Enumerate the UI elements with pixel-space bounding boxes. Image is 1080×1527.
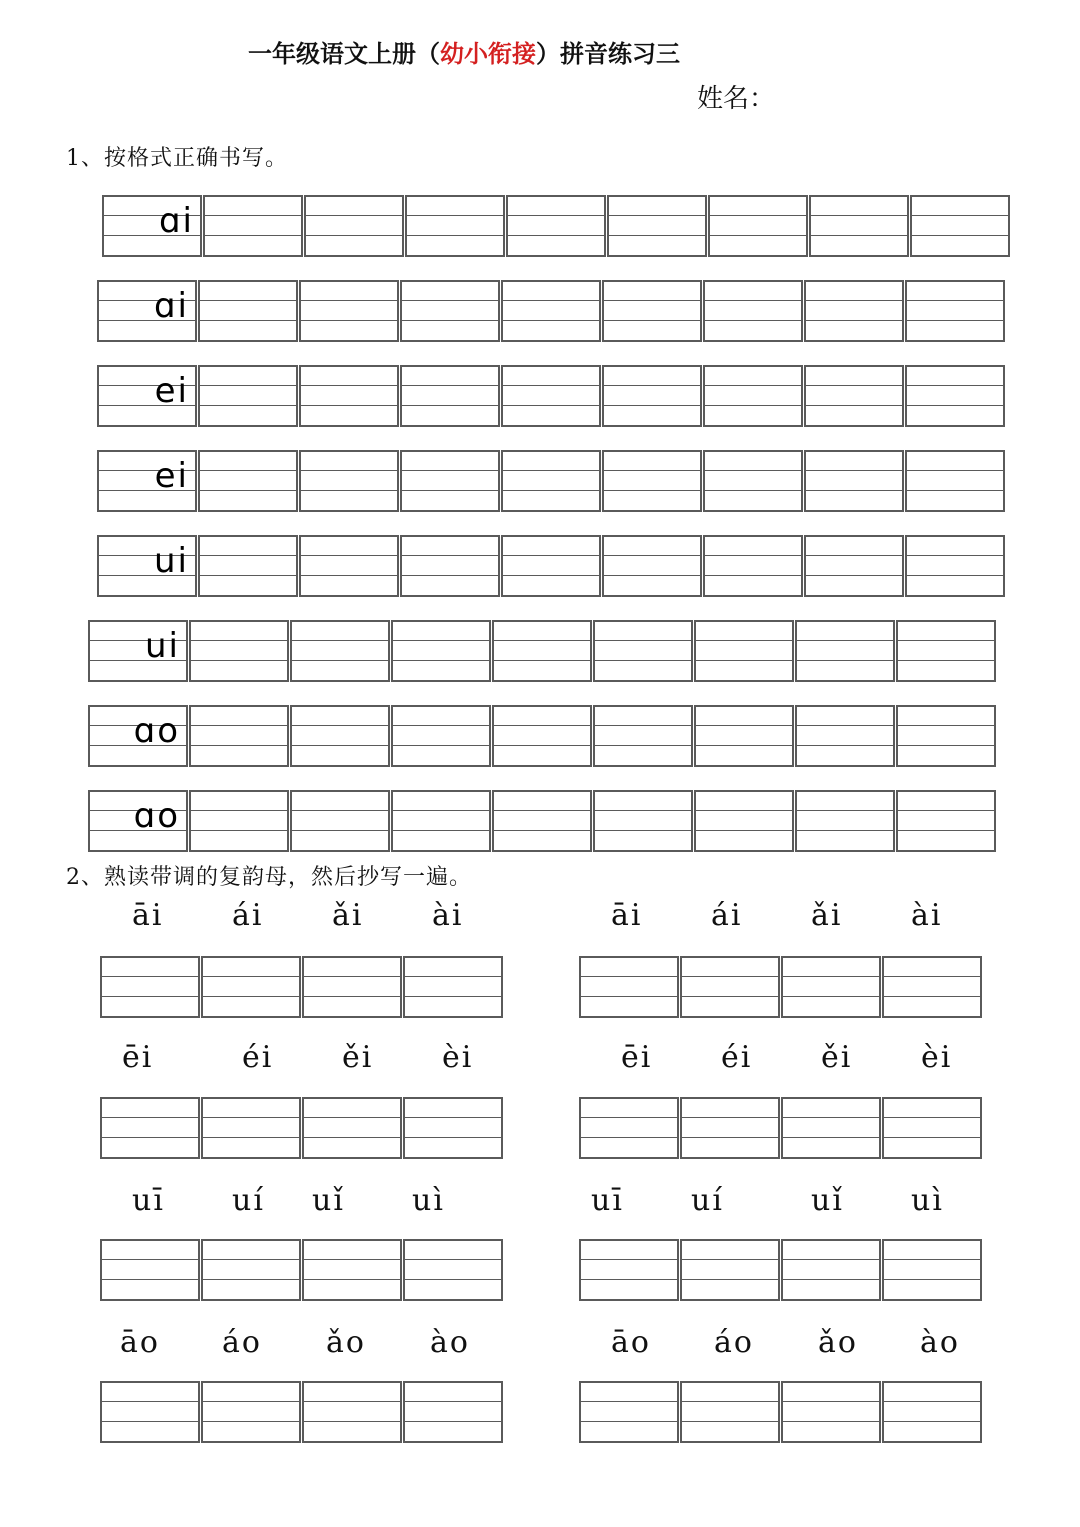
practice-cell[interactable] [304,195,404,257]
title-prefix: 一年级语文上册（ [248,40,440,68]
practice-cell[interactable] [703,365,803,427]
model-syllable: ei [154,371,189,411]
tone-syllable: āo [611,1325,651,1360]
tone-syllable: uǐ [811,1183,844,1218]
practice-cell[interactable] [299,365,399,427]
practice-cell[interactable] [501,450,601,512]
practice-cell[interactable] [804,450,904,512]
model-cell [88,620,188,682]
tone-practice-grid [100,956,504,1018]
practice-cell[interactable] [795,790,895,852]
tone-syllable: ǎo [818,1325,858,1360]
tone-syllable: ǎo [326,1325,366,1360]
tone-syllable: uǐ [312,1183,345,1218]
practice-cell[interactable] [680,1381,780,1443]
tone-practice-grid [579,1381,983,1443]
practice-cell[interactable] [882,1381,982,1443]
section1-heading: 1、按格式正确书写。 [66,146,288,171]
practice-cell[interactable] [189,790,289,852]
practice-cell[interactable] [781,1239,881,1301]
tone-syllable: uí [691,1183,724,1218]
practice-cell[interactable] [905,365,1005,427]
practice-cell[interactable] [795,620,895,682]
practice-cell[interactable] [405,195,505,257]
practice-cell[interactable] [703,280,803,342]
tone-syllable: ǎi [332,898,364,933]
practice-cell[interactable] [905,535,1005,597]
practice-cell[interactable] [781,956,881,1018]
practice-cell[interactable] [290,620,390,682]
practice-cell[interactable] [602,365,702,427]
practice-cell[interactable] [602,280,702,342]
model-syllable: ui [154,541,189,581]
practice-cell[interactable] [804,535,904,597]
practice-cell[interactable] [403,956,503,1018]
model-syllable: ui [145,626,180,666]
practice-cell[interactable] [400,450,500,512]
tone-syllable: éi [242,1040,274,1075]
page-title [248,34,680,69]
writing-grid-row [102,195,1011,257]
practice-cell[interactable] [607,195,707,257]
tone-syllable: áo [222,1325,262,1360]
practice-cell[interactable] [290,705,390,767]
practice-cell[interactable] [501,365,601,427]
practice-cell[interactable] [882,956,982,1018]
model-syllable: ei [154,456,189,496]
practice-cell[interactable] [896,620,996,682]
practice-cell[interactable] [602,450,702,512]
tone-syllable: ēi [122,1040,154,1075]
model-syllable: ɑo [133,796,180,836]
title-highlight: 幼小衔接 [440,40,536,68]
practice-cell[interactable] [403,1381,503,1443]
practice-cell[interactable] [403,1239,503,1301]
practice-cell[interactable] [593,705,693,767]
tone-practice-grid [100,1239,504,1301]
practice-cell[interactable] [593,790,693,852]
practice-cell[interactable] [203,195,303,257]
practice-cell[interactable] [680,1239,780,1301]
practice-cell[interactable] [403,1097,503,1159]
practice-cell[interactable] [198,450,298,512]
practice-cell[interactable] [290,790,390,852]
practice-cell[interactable] [302,956,402,1018]
practice-cell[interactable] [189,705,289,767]
tone-practice-grid [579,956,983,1018]
practice-cell[interactable] [593,620,693,682]
practice-cell[interactable] [703,535,803,597]
model-syllable: ɑi [153,286,189,326]
practice-cell[interactable] [579,1097,679,1159]
tone-syllable: āi [132,898,164,933]
tone-syllable: uī [591,1183,624,1218]
tone-syllable: uī [132,1183,165,1218]
writing-grid-row [88,705,997,767]
tone-syllable: ěi [821,1040,853,1075]
practice-cell[interactable] [189,620,289,682]
practice-cell[interactable] [391,705,491,767]
practice-cell[interactable] [694,705,794,767]
tone-syllable: uì [412,1183,445,1218]
model-cell [88,790,188,852]
tone-practice-grid [100,1097,504,1159]
practice-cell[interactable] [809,195,909,257]
writing-grid-row [97,365,1006,427]
practice-cell[interactable] [781,1097,881,1159]
practice-cell[interactable] [694,790,794,852]
practice-cell[interactable] [299,280,399,342]
tone-syllable: ào [430,1325,470,1360]
section2-heading: 2、熟读带调的复韵母，然后抄写一遍。 [66,865,472,890]
practice-cell[interactable] [198,535,298,597]
practice-cell[interactable] [795,705,895,767]
practice-cell[interactable] [201,1381,301,1443]
name-label: 姓名： [697,84,776,114]
tone-syllable: ào [920,1325,960,1360]
practice-cell[interactable] [201,1097,301,1159]
model-syllable: ɑi [158,201,194,241]
practice-cell[interactable] [391,620,491,682]
practice-cell[interactable] [100,956,200,1018]
tone-syllable: ài [432,898,464,933]
practice-cell[interactable] [694,620,794,682]
tone-syllable: èi [921,1040,953,1075]
practice-cell[interactable] [804,365,904,427]
tone-syllable: éi [721,1040,753,1075]
practice-cell[interactable] [400,365,500,427]
practice-cell[interactable] [680,1097,780,1159]
model-syllable: ɑo [133,711,180,751]
practice-cell[interactable] [400,280,500,342]
practice-cell[interactable] [896,790,996,852]
practice-cell[interactable] [781,1381,881,1443]
model-cell [97,365,197,427]
practice-cell[interactable] [501,535,601,597]
practice-cell[interactable] [708,195,808,257]
practice-cell[interactable] [201,1239,301,1301]
practice-cell[interactable] [492,705,592,767]
practice-cell[interactable] [198,280,298,342]
practice-cell[interactable] [198,365,298,427]
practice-cell[interactable] [299,450,399,512]
title-suffix: ）拼音练习三 [536,40,680,68]
tone-syllable: uí [232,1183,265,1218]
tone-syllable: ǎi [811,898,843,933]
practice-cell[interactable] [302,1381,402,1443]
practice-cell[interactable] [506,195,606,257]
model-cell [102,195,202,257]
practice-cell[interactable] [579,1239,679,1301]
practice-cell[interactable] [299,535,399,597]
practice-cell[interactable] [905,280,1005,342]
practice-cell[interactable] [400,535,500,597]
tone-syllable: ái [711,898,743,933]
model-cell [97,450,197,512]
tone-syllable: āo [120,1325,160,1360]
practice-cell[interactable] [804,280,904,342]
practice-cell[interactable] [602,535,702,597]
practice-cell[interactable] [882,1239,982,1301]
practice-cell[interactable] [579,956,679,1018]
model-cell [88,705,188,767]
writing-grid-row [88,790,997,852]
practice-cell[interactable] [201,956,301,1018]
practice-cell[interactable] [492,790,592,852]
tone-practice-grid [579,1239,983,1301]
practice-cell[interactable] [302,1097,402,1159]
tone-syllable: ài [911,898,943,933]
practice-cell[interactable] [910,195,1010,257]
practice-cell[interactable] [492,620,592,682]
practice-cell[interactable] [703,450,803,512]
writing-grid-row [97,535,1006,597]
practice-cell[interactable] [882,1097,982,1159]
tone-syllable: ái [232,898,264,933]
tone-practice-grid [579,1097,983,1159]
model-cell [97,280,197,342]
tone-syllable: ēi [621,1040,653,1075]
tone-syllable: āi [611,898,643,933]
practice-cell[interactable] [100,1239,200,1301]
practice-cell[interactable] [100,1097,200,1159]
model-cell [97,535,197,597]
tone-syllable: áo [714,1325,754,1360]
practice-cell[interactable] [579,1381,679,1443]
tone-syllable: uì [911,1183,944,1218]
tone-syllable: ěi [342,1040,374,1075]
tone-practice-grid [100,1381,504,1443]
writing-grid-row [97,450,1006,512]
writing-grid-row [88,620,997,682]
practice-cell[interactable] [896,705,996,767]
practice-cell[interactable] [302,1239,402,1301]
practice-cell[interactable] [501,280,601,342]
practice-cell[interactable] [391,790,491,852]
tone-syllable: èi [442,1040,474,1075]
practice-cell[interactable] [100,1381,200,1443]
writing-grid-row [97,280,1006,342]
practice-cell[interactable] [905,450,1005,512]
practice-cell[interactable] [680,956,780,1018]
